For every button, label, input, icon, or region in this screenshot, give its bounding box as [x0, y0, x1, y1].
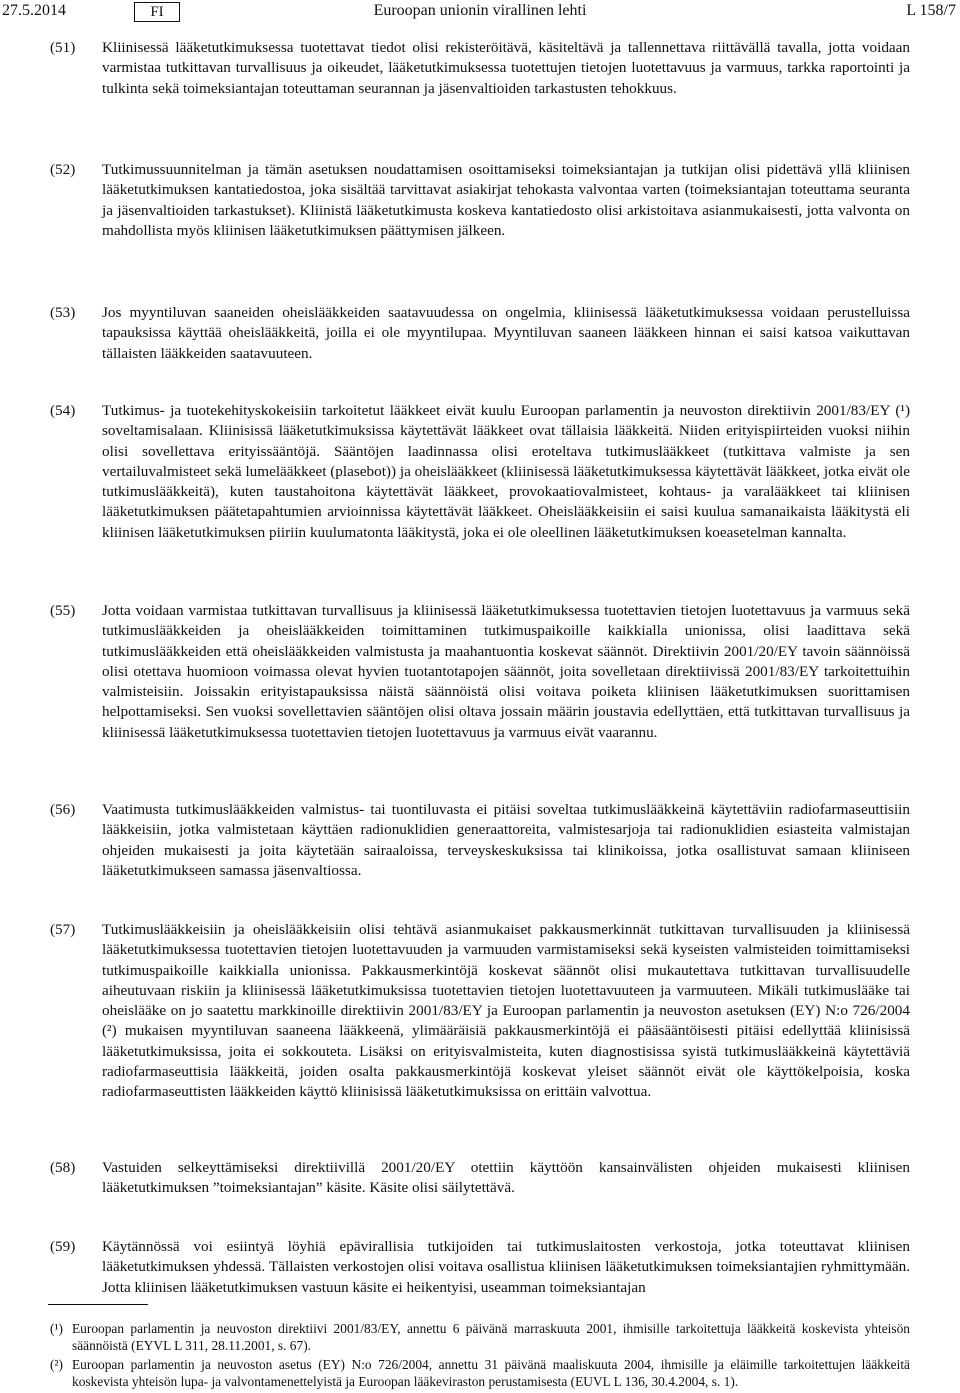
- recital-text: Jotta voidaan varmistaa tutkittavan turvallisuus ja kliinisessä lääketutkimuksessa tuotettavien tietojen luotettavuus ja varmuus sekä tutkimuslääkkeiden ja oheislääkkeiden toimittaminen tutkimuspaikoille kaikkialla unionissa, olisi laadittava sekä tutkimuslääkkeiden että oheislääkkeiden valmistusta ja maahantuontia koskevat säännöt. Direktiivin 2001/20/EY tavoin säännöissä olisi otettava huomioon voimassa olevat hyvien tuotantotapojen säännöt, joita sovelletaan direktiivissä 2001/83/EY tarkoitettuihin valmisteisiin. Joissakin erityistapauksissa näistä säännöistä olisi voitava poiketa kliinisen lääketutkimuksen suorittamisen helpottamiseksi. Sen vuoksi sovellettavien sääntöjen olisi oltava jossain määrin joustavia edellyttäen, että tutkittavan turvallisuus ja kliinisessä lääketutkimuksessa tuotettavien tietojen luotettavuus ja varmuus eivät vaarannu.: [102, 602, 910, 741]
- publication-date: 27.5.2014: [2, 2, 66, 19]
- footnote-2: [0, 1356, 960, 1390]
- recital-text: Vaatimusta tutkimuslääkkeiden valmistus- tai tuontiluvasta ei pitäisi soveltaa tutkimuslääkkeinä käytettäviin radiofarmaseuttisiin lääkkeisiin, jotka valmistetaan käyttäen radionuklidien generaattoreita, valmistesarjoja tai radionuklidien esiasteita valmistajan ohjeiden mukaisesti ja joita käytetään sairaaloissa, terveyskeskuksissa tai klinikoissa, jotka osallistuvat samaan kliiniseen lääketutkimukseen samassa jäsenvaltiossa.: [102, 801, 910, 879]
- journal-title: Euroopan unionin virallinen lehti: [373, 2, 587, 19]
- recital-text: Vastuiden selkeyttämiseksi direktiivillä 2001/20/EY otettiin käyttöön kansainvälisten ohjeiden mukaisesti kliinisen lääketutkimuksen ”toimeksiantajan” käsite. Käsite olisi säilytettävä.: [102, 1159, 910, 1197]
- recital-number: (54): [50, 402, 76, 419]
- recital-text: Tutkimussuunnitelman ja tämän asetuksen noudattamisen osoittamiseksi toimeksiantajan ja tutkijan olisi pidettävä yllä kliinisen lääketutkimuksen kantatiedostoa, joka sisältää tarvittavat asiakirjat tehokasta valvontaa varten (toimeksiantajan toteuttama seuranta ja jäsenvaltioiden tarkastukset). Kliinistä lääketutkimusta koskeva kantatiedosto olisi arkistoitava asianmukaisesti, jotta valvonta on mahdollista myös kliinisen lääketutkimuksen päättymisen jälkeen.: [102, 161, 910, 239]
- recital-number: (58): [50, 1159, 76, 1176]
- footnote-mark: (¹): [50, 1321, 63, 1336]
- recital-number: (56): [50, 801, 76, 818]
- recital-55: [0, 601, 960, 743]
- recital-number: (55): [50, 602, 76, 619]
- recital-text: Tutkimus- ja tuotekehityskokeisiin tarkoitetut lääkkeet eivät kuulu Euroopan parlamentin ja neuvoston direktiivin 2001/83/EY (¹) soveltamisalaan. Kliinisissä lääketutkimuksissa käytettävät lääkkeet ovat tällaisia lääkkeitä. Niiden erityispiirteiden vuoksi niihin olisi sovellettava erityissääntöjä. Sääntöjen laadinnassa olisi eroteltava tutkimuslääkkeet (tutkittava valmiste ja sen vertailuvalmisteet sekä lumelääkkeet (plasebot)) ja oheislääkkeet (kliinisessä lääketutkimuksessa käytettävät lääkkeet, jotka eivät ole tutkimuslääkkeitä), kuten taustahoitona käytettävät lääkkeet, provokaatiovalmisteet, kohtaus- ja varalääkkeet tai kliinisen lääketutkimuksen päätetapahtumien arvioinnissa käytettävät lääkkeet. Oheislääkkeisiin ei saisi kuulua samanaikaista lääkitystä eli kliinisen lääketutkimuksen piiriin kuulumatonta lääkitystä, joka ei ole oleellinen lääketutkimuksen koeasetelman kannalta.: [102, 402, 910, 541]
- recital-57: [0, 920, 960, 1103]
- recital-58: [0, 1158, 960, 1199]
- recital-number: (57): [50, 921, 76, 938]
- footnote-text: Euroopan parlamentin ja neuvoston asetus (EY) N:o 726/2004, annettu 31 päivänä maaliskuuta 2004, ihmisille ja eläimille tarkoitettujen lääkkeitä koskevista yhteisön lupa- ja valvontamenettelyistä ja Euroopan lääkeviraston perustamisesta (EUVL L 136, 30.4.2004, s. 1).: [72, 1357, 910, 1389]
- recital-text: Jos myyntiluvan saaneiden oheislääkkeiden saatavuudessa on ongelmia, kliinisessä lääketutkimuksessa voidaan perustelluissa tapauksissa käyttää oheislääkkeitä, joilla ei ole myyntilupaa. Myyntiluvan saaneen lääkkeen hinnan ei saisi katsoa vaikuttavan tällaisten lääkkeiden saatavuuteen.: [102, 304, 910, 362]
- recital-51: [0, 38, 960, 99]
- footnote-divider: [48, 1304, 148, 1305]
- recital-number: (53): [50, 304, 76, 321]
- footnote-1: [0, 1320, 960, 1354]
- recital-54: [0, 401, 960, 543]
- page-header: [0, 0, 960, 28]
- recital-number: (52): [50, 161, 76, 178]
- page-reference: L 158/7: [906, 2, 956, 19]
- recital-52: [0, 160, 960, 241]
- recital-59: [0, 1237, 960, 1298]
- footnote-mark: (²): [50, 1357, 63, 1372]
- recital-56: [0, 800, 960, 881]
- recital-text: Käytännössä voi esiintyä löyhiä epävirallisia tutkijoiden tai tutkimuslaitosten verkostoja, jotka toteuttavat kliinisen lääketutkimuksen yhdessä. Tällaisten verkostojen olisi voitava osallistua kliinisen lääketutkimuksen toimeksiantajien ryhmittymään. Jotta kliinisen lääketutkimuksen vastuun käsite ei heikentyisi, useamman toimeksiantajan: [102, 1238, 910, 1296]
- footnote-text: Euroopan parlamentin ja neuvoston direktiivi 2001/83/EY, annettu 6 päivänä marraskuuta 2001, ihmisille tarkoitettuja lääkkeitä koskevista yhteisön säännöistä (EYVL L 311, 28.11.2001, s. 67).: [72, 1321, 910, 1353]
- recital-text: Kliinisessä lääketutkimuksessa tuotettavat tiedot olisi rekisteröitävä, käsiteltävä ja tallennettava riittävällä tavalla, jotta voidaan varmistaa tutkittavan turvallisuus ja oikeudet, lääketutkimuksessa tuotettujen tietojen luotettavuus ja varmuus, tarkka raportointi ja tulkinta sekä toimeksiantajan toteuttaman seurannan ja jäsenvaltioiden tarkastusten tehokkuus.: [102, 39, 910, 97]
- recital-text: Tutkimuslääkkeisiin ja oheislääkkeisiin olisi tehtävä asianmukaiset pakkausmerkinnät tutkittavan turvallisuuden ja kliinisessä lääketutkimuksessa tuotettavien tietojen luotettavuuden ja varmuuden varmistamiseksi sekä kyseisten valmisteiden toimittamiseksi tutkimuspaikoille kaikkialla unionissa. Pakkausmerkintöjä koskevat säännöt olisi mukautettava tutkittavan turvallisuudelle aiheutuvaan riskiin ja kliinisessä lääketutkimuksissa tuotettavien tietojen luotettavuuteen ja varmuuteen. Mikäli tutkimuslääke tai oheislääke on jo saatettu markkinoille direktiivin 2001/83/EY ja Euroopan parlamentin ja neuvoston asetuksen (EY) N:o 726/2004 (²) mukaisen myyntiluvan saaneena lääkkeenä, ylimääräisiä pakkausmerkintöjä ei pääsääntöisesti pitäisi edellyttää kliinisissä lääketutkimuksissa, joita ei sokkouteta. Lisäksi on erityisvalmisteita, kuten diagnostisissa syistä tutkimuslääkkeinä käytettäviä radiofarmaseuttisia lääkkeitä, joiden osalta pakkausmerkintöjä koskevat yleiset säännöt eivät ole käyttökelpoisia, koska radiofarmaseuttisten lääkkeiden käyttö kliinisissä lääketutkimuksissa on erittäin valvottua.: [102, 921, 910, 1101]
- recital-number: (51): [50, 39, 76, 56]
- recital-number: (59): [50, 1238, 76, 1255]
- recital-53: [0, 303, 960, 364]
- language-code-box: FI: [134, 2, 180, 22]
